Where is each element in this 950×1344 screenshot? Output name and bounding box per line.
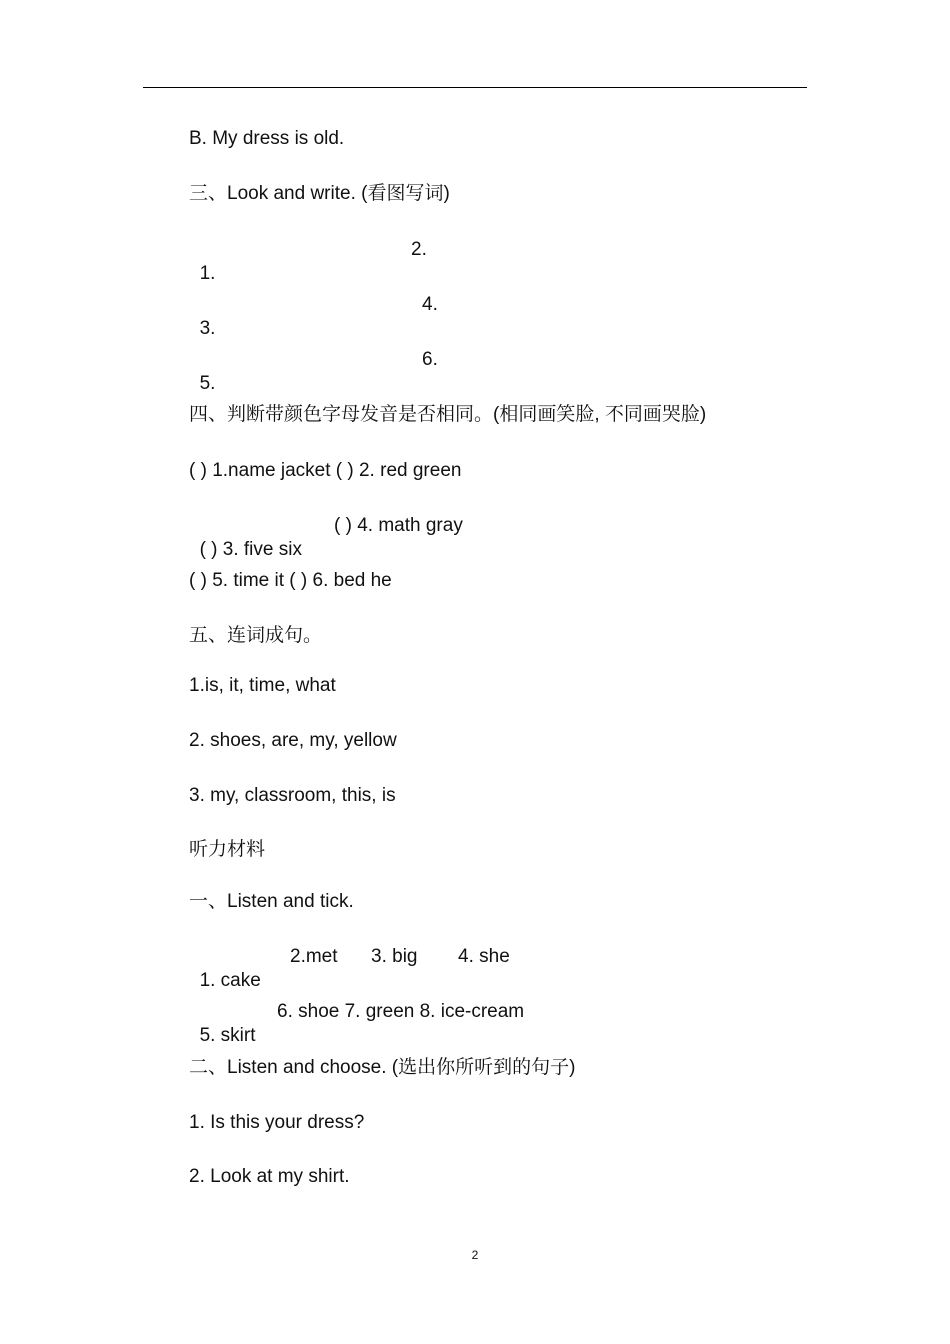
section-heading: 一、Listen and tick. (189, 891, 354, 912)
item-number: 6. (422, 349, 438, 370)
item-number: 3. (199, 318, 216, 339)
text-line: 1. Is this your dress? (189, 1112, 365, 1133)
question-row: ( ) 5. time it ( ) 6. bed he (189, 570, 392, 591)
section-heading: 听力材料 (189, 839, 266, 860)
question-item: ( ) 3. five six (199, 539, 302, 560)
word-item: 4. she (458, 946, 510, 967)
word-item: 1. cake (199, 970, 261, 991)
text-line: B. My dress is old. (189, 128, 345, 149)
section-heading: 五、连词成句。 (189, 625, 323, 646)
section-heading: 四、判断带颜色字母发音是否相同。(相同画笑脸, 不同画哭脸) (189, 404, 707, 425)
section-heading: 二、Listen and choose. (选出你所听到的句子) (189, 1057, 576, 1078)
word-item: 3. big (371, 946, 418, 967)
section-heading: 三、Look and write. (看图写词) (189, 183, 450, 204)
word-item: 2.met (290, 946, 338, 967)
header-rule (143, 87, 807, 88)
word-item: 5. skirt (199, 1025, 256, 1046)
question-item: ( ) 4. math gray (334, 515, 463, 536)
item-number: 5. (199, 373, 216, 394)
item-number: 1. (199, 263, 216, 284)
item-number: 4. (422, 294, 438, 315)
text-line: 1.is, it, time, what (189, 675, 336, 696)
word-item: 6. shoe 7. green 8. ice-cream (277, 1001, 525, 1022)
page-number: 2 (471, 1248, 479, 1262)
text-line: 2. shoes, are, my, yellow (189, 730, 397, 751)
text-line: 2. Look at my shirt. (189, 1166, 350, 1187)
question-row: ( ) 1.name jacket ( ) 2. red green (189, 460, 462, 481)
text-line: 3. my, classroom, this, is (189, 785, 396, 806)
item-number: 2. (411, 239, 427, 260)
